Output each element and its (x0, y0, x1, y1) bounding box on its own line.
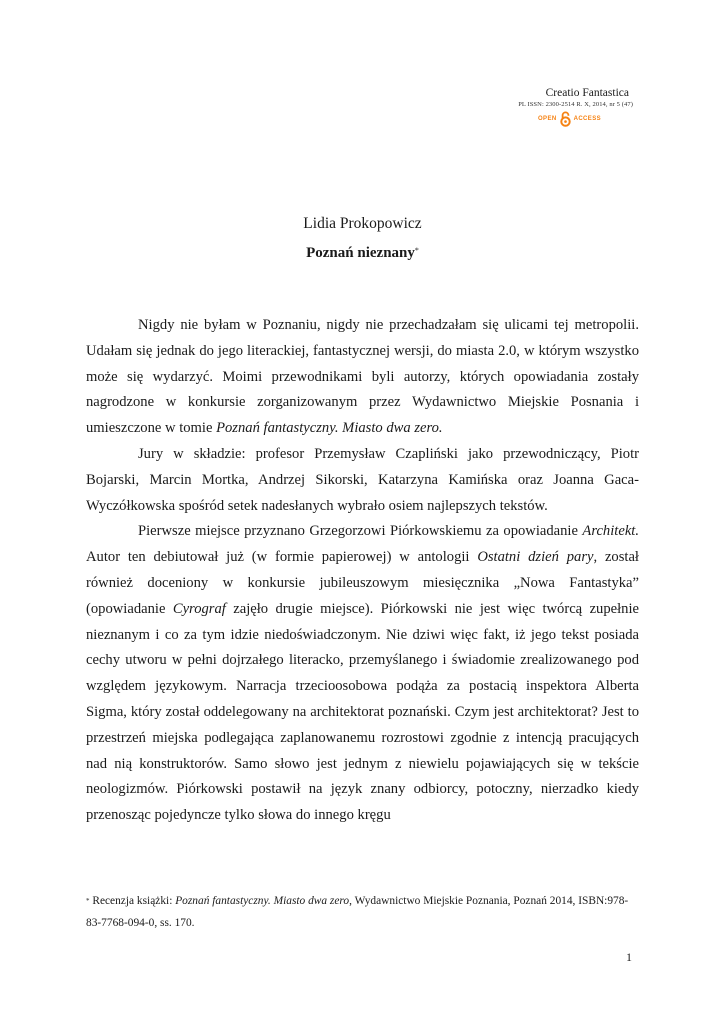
footnote-book-title: Poznań fantastyczny. Miasto dwa zero (175, 895, 350, 907)
open-access-lock-icon (560, 111, 571, 127)
paragraph-3-part-d: zajęło drugie miejsce). Piórkowski nie jest więc twórcą zupełnie nieznanym i co za tym idzie niedoświadczonym. Nie dziwi więc fakt, iż jego tekst posiada cechy utworu w pełni dojrzałego literacko, przemyślanego i świadomie zrealizowanego pod względem językowym. Narracja trzecioosobowa podąża za postacią inspektora Alberta Sigma, który został oddelegowany na architektorat poznański. Czym jest architektorat? Jest to przestrzeń miejska podlegająca zaplanowanemu rozrostowi zgodnie z intencją pracujących nad nią konstruktorów. Samo słowo jest jednym z niewielu pojawiających się w tekście neologizmów. Piórkowski postawił na język znany odbiorcy, potoczny, nierzadko kiedy przenosząc pojedyncze tylko słowa do innego kręgu (86, 600, 639, 824)
footnote-suffix: , Wydawnictwo Miejskie Poznania, Poznań 2014, ISBN:978-83-7768-094-0, ss. 170. (86, 895, 629, 929)
open-access-logo (413, 111, 601, 127)
open-label: OPEN (537, 116, 557, 122)
paragraph-3-part-c: , został również doceniony w konkursie jubileuszowym miesięcznika „Nowa Fantastyka” (opowiadanie (86, 549, 639, 617)
book-title-italic: Poznań fantastyczny. Miasto dwa zero. (216, 420, 443, 437)
access-label: ACCESS (573, 116, 601, 122)
article-body (86, 313, 639, 829)
journal-header (413, 86, 633, 127)
page-number: 1 (626, 950, 632, 964)
paragraph-2: Jury w składzie: profesor Przemysław Czapliński jako przewodniczący, Piotr Bojarski, Marcin Mortka, Andrzej Sikorski, Katarzyna Kamińska oraz Joanna Gaca-Wyczółkowska spośród setek nadesłanych wybrało osiem najlepszych tekstów. (86, 445, 639, 514)
author-name: Lidia Prokopowicz (303, 215, 422, 232)
paragraph-3-part-b: Autor ten debiutował już (w formie papierowej) w antologii (86, 549, 478, 566)
paragraph-1-text: Nigdy nie byłam w Poznaniu, nigdy nie przechadzałam się ulicami tej metropolii. Udałam się jednak do jego literackiej, fantastycznej wersji, do miasta 2.0, w którym wszystko może się wydarzyć. Moimi przewodnikami byli autorzy, których opowiadania zostały nagrodzone w konkursie zorganizowanym przez Wydawnictwo Miejskie Posnania i umieszczone w tomie (86, 317, 639, 437)
paragraph-1 (86, 313, 639, 442)
footnote (86, 891, 639, 934)
footnote-marker: * (86, 897, 90, 905)
journal-name: Creatio Fantastica (545, 87, 629, 99)
issn-line: PL ISSN: 2300-2514 R. X, 2014, nr 5 (47) (518, 101, 633, 108)
ostatni-dzien-pary-title: Ostatni dzień pary (477, 549, 594, 566)
cyrograf-title: Cyrograf (172, 600, 226, 617)
article-title-text: Poznań nieznany (306, 245, 415, 261)
title-footnote-marker: * (414, 246, 419, 255)
paragraph-3-part-a: Pierwsze miejsce przyznano Grzegorzowi Piórkowskiemu za opowiadanie (138, 523, 583, 540)
paragraph-3 (86, 519, 639, 829)
footnote-prefix: Recenzja książki: (89, 895, 176, 907)
architekt-title: Architekt. (582, 523, 639, 540)
article-title (0, 243, 725, 263)
